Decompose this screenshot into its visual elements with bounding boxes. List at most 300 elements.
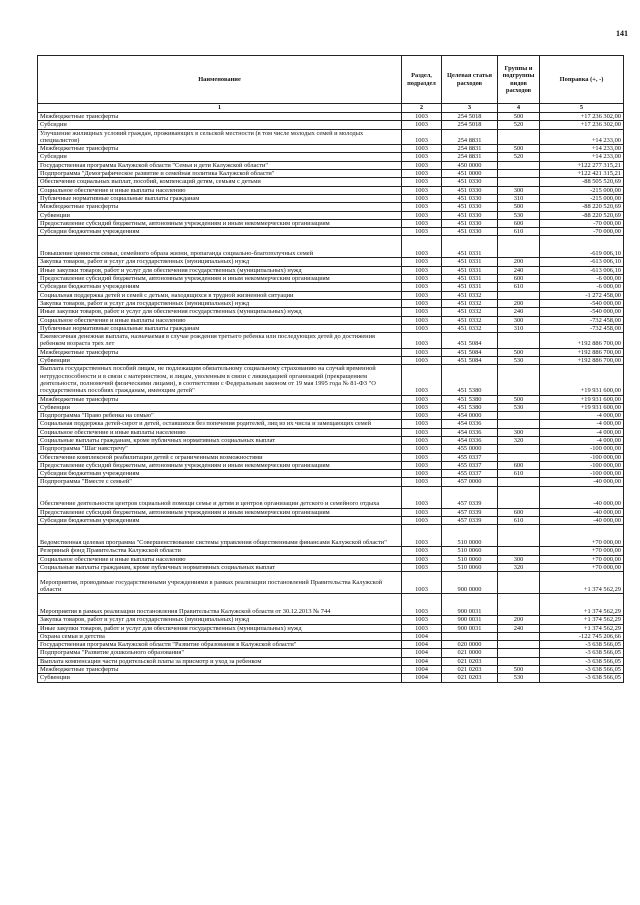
row-article: 451 0330	[442, 186, 498, 194]
row-amount: -70 000,00	[540, 219, 624, 227]
row-name: Закупка товаров, работ и услуг для государственных (муниципальных) нужд	[38, 258, 402, 266]
row-article: 020 0000	[442, 641, 498, 649]
row-amount: -122 745 206,66	[540, 632, 624, 640]
row-amount: -3 638 566,05	[540, 649, 624, 657]
row-name: Межбюджетные трансферты	[38, 666, 402, 674]
row-name: Социальные выплаты гражданам, кроме публичных нормативных социальных выплат	[38, 563, 402, 571]
row-amount: +192 886 700,00	[540, 348, 624, 356]
table-row	[38, 333, 624, 349]
row-article: 451 0332	[442, 299, 498, 307]
row-name: Социальное обеспечение и иные выплаты населению	[38, 316, 402, 324]
row-section: 1004	[402, 666, 442, 674]
row-article: 021 0203	[442, 657, 498, 665]
row-section: 1004	[402, 649, 442, 657]
row-amount: -4 000,00	[540, 436, 624, 444]
row-name: Резервный фонд Правительства Калужской области	[38, 547, 402, 555]
row-name: Государственная программа Калужской области "Развитие образования в Калужской области"	[38, 641, 402, 649]
row-amount: -100 000,00	[540, 470, 624, 478]
row-name: Обеспечение комплексной реабилитации детей с ограниченными возможностями	[38, 453, 402, 461]
row-amount: -100 000,00	[540, 445, 624, 453]
row-article: 454 0000	[442, 412, 498, 420]
row-group: 520	[498, 153, 540, 161]
row-name: Субсидии бюджетным учреждениям	[38, 517, 402, 525]
row-amount: -88 505 520,69	[540, 178, 624, 186]
row-name: Иные закупки товаров, работ и услуг для обеспечения государственных (муниципальных) нужд	[38, 624, 402, 632]
row-group	[498, 161, 540, 169]
row-section: 1003	[402, 420, 442, 428]
row-section: 1003	[402, 113, 442, 121]
header-name: Наименование	[38, 56, 402, 104]
row-section: 1003	[402, 228, 442, 236]
row-article	[442, 632, 498, 640]
row-section: 1003	[402, 348, 442, 356]
row-article: 451 0330	[442, 203, 498, 211]
row-section: 1003	[402, 194, 442, 202]
header-article: Целевая статья расходов	[442, 56, 498, 104]
row-group: 600	[498, 508, 540, 516]
table-row	[38, 357, 624, 365]
row-amount: -732 458,00	[540, 324, 624, 332]
row-group	[498, 649, 540, 657]
row-amount: +1 374 562,29	[540, 624, 624, 632]
row-article: 254 5018	[442, 113, 498, 121]
row-amount: -6 000,00	[540, 283, 624, 291]
row-article: 457 0339	[442, 508, 498, 516]
table-row	[38, 453, 624, 461]
row-group: 610	[498, 517, 540, 525]
row-section: 1003	[402, 428, 442, 436]
row-section: 1003	[402, 316, 442, 324]
budget-table	[37, 55, 624, 683]
row-section: 1003	[402, 478, 442, 486]
table-row	[38, 153, 624, 161]
table-row	[38, 178, 624, 186]
row-name: Предоставление субсидий бюджетным, автономным учреждениям и иным некоммерческим организациям	[38, 508, 402, 516]
row-article: 451 0332	[442, 291, 498, 299]
row-name: Подпрограмма "Вместе с семьей"	[38, 478, 402, 486]
row-group	[498, 170, 540, 178]
row-group	[498, 657, 540, 665]
row-article: 900 0031	[442, 594, 498, 616]
table-row	[38, 308, 624, 316]
row-group: 200	[498, 258, 540, 266]
row-group	[498, 236, 540, 258]
row-name: Межбюджетные трансферты	[38, 203, 402, 211]
row-section: 1003	[402, 525, 442, 547]
row-name: Улучшение жилищных условий граждан, проживающих в сельской местности (в том числе молодых семей и молодых специалистов)	[38, 129, 402, 145]
table-row	[38, 428, 624, 436]
row-amount: -40 000,00	[540, 517, 624, 525]
table-row	[38, 641, 624, 649]
row-section: 1004	[402, 641, 442, 649]
row-article: 021 0000	[442, 649, 498, 657]
row-name: Охрана семьи и детства	[38, 632, 402, 640]
row-group: 610	[498, 470, 540, 478]
row-article: 451 0331	[442, 258, 498, 266]
row-section: 1004	[402, 657, 442, 665]
row-amount: +19 931 600,00	[540, 403, 624, 411]
row-group: 310	[498, 324, 540, 332]
row-article: 451 5084	[442, 333, 498, 349]
table-row	[38, 236, 624, 258]
row-amount: -4 000,00	[540, 420, 624, 428]
row-section: 1003	[402, 470, 442, 478]
row-amount: -3 638 566,05	[540, 666, 624, 674]
row-article: 454 0336	[442, 428, 498, 436]
row-amount: -88 220 520,69	[540, 211, 624, 219]
row-section: 1004	[402, 632, 442, 640]
table-row	[38, 121, 624, 129]
row-group: 300	[498, 428, 540, 436]
row-section: 1003	[402, 266, 442, 274]
row-name: Субсидии	[38, 121, 402, 129]
table-row	[38, 161, 624, 169]
header-index: 2	[402, 104, 442, 113]
row-group: 610	[498, 283, 540, 291]
row-section: 1003	[402, 357, 442, 365]
table-row	[38, 461, 624, 469]
header-section: Раздел, подраздел	[402, 56, 442, 104]
row-section: 1003	[402, 517, 442, 525]
row-group: 530	[498, 357, 540, 365]
row-name: Субвенции	[38, 357, 402, 365]
row-group	[498, 365, 540, 395]
row-amount: -3 638 566,05	[540, 657, 624, 665]
row-name: Подпрограмма "Шаг навстречу"	[38, 445, 402, 453]
row-amount: -4 000,00	[540, 428, 624, 436]
row-name: Мероприятия в рамках реализации постановления Правительства Калужской области от 30.12.2013 № 744	[38, 594, 402, 616]
row-amount: -100 000,00	[540, 453, 624, 461]
row-group: 600	[498, 461, 540, 469]
table-row	[38, 395, 624, 403]
table-row	[38, 129, 624, 145]
row-article: 455 0000	[442, 445, 498, 453]
row-article: 451 0330	[442, 219, 498, 227]
table-row	[38, 555, 624, 563]
row-section: 1003	[402, 594, 442, 616]
row-article: 451 5084	[442, 348, 498, 356]
header-index: 4	[498, 104, 540, 113]
row-group: 300	[498, 186, 540, 194]
row-article: 451 5084	[442, 357, 498, 365]
row-name: Ведомственная целевая программа "Совершенствование системы управления общественными финансами Калужской области"	[38, 525, 402, 547]
header-index: 5	[540, 104, 624, 113]
table-row	[38, 563, 624, 571]
row-name: Межбюджетные трансферты	[38, 145, 402, 153]
row-amount: +14 233,00	[540, 145, 624, 153]
row-name: Предоставление субсидий бюджетным, автономным учреждениям и иным некоммерческим организациям	[38, 275, 402, 283]
row-amount: +192 886 700,00	[540, 333, 624, 349]
row-name: Субсидии	[38, 153, 402, 161]
table-row	[38, 632, 624, 640]
row-group: 500	[498, 145, 540, 153]
row-name: Выплата государственных пособий лицам, не подлежащим обязательному социальному страхованию на случай временной нетрудоспособности и в связи с материнством, и лицам, уволенным в связи с ликвидацией организаций (прекращением деятельности, полномочий физическими лицами), в соответствии с Федеральным законом от 19 мая 1995 года № 81-ФЗ "О государственных пособиях гражданам, имеющим детей"	[38, 365, 402, 395]
header-index: 1	[38, 104, 402, 113]
table-body	[38, 113, 624, 683]
row-name: Субвенции	[38, 674, 402, 682]
row-section: 1003	[402, 275, 442, 283]
table-row	[38, 170, 624, 178]
row-group: 240	[498, 624, 540, 632]
table-row	[38, 594, 624, 616]
row-amount: +17 236 302,00	[540, 121, 624, 129]
row-name: Социальное обеспечение и иные выплаты населению	[38, 428, 402, 436]
row-amount: -88 220 520,69	[540, 203, 624, 211]
table-row	[38, 547, 624, 555]
row-section: 1003	[402, 145, 442, 153]
row-amount: -540 000,00	[540, 299, 624, 307]
header-row	[38, 56, 624, 104]
row-group: 600	[498, 275, 540, 283]
row-article: 451 0332	[442, 308, 498, 316]
row-section: 1003	[402, 486, 442, 508]
row-article: 451 0332	[442, 324, 498, 332]
row-amount: -6 000,00	[540, 275, 624, 283]
row-section: 1003	[402, 258, 442, 266]
row-section: 1003	[402, 153, 442, 161]
row-section: 1003	[402, 436, 442, 444]
row-name: Межбюджетные трансферты	[38, 395, 402, 403]
header-index: 3	[442, 104, 498, 113]
row-amount: -100 000,00	[540, 461, 624, 469]
row-article: 451 0332	[442, 316, 498, 324]
row-article: 451 5380	[442, 403, 498, 411]
row-amount: +192 886 700,00	[540, 357, 624, 365]
row-group	[498, 478, 540, 486]
row-section: 1004	[402, 674, 442, 682]
row-section: 1003	[402, 161, 442, 169]
row-group	[498, 412, 540, 420]
row-article: 451 0331	[442, 283, 498, 291]
row-name: Субсидии бюджетным учреждениям	[38, 470, 402, 478]
row-section: 1003	[402, 395, 442, 403]
row-article: 254 8831	[442, 145, 498, 153]
row-name: Социальная поддержка детей и семей с детьми, находящихся в трудной жизненной ситуации	[38, 291, 402, 299]
table-row	[38, 324, 624, 332]
row-amount: +122 421 315,21	[540, 170, 624, 178]
row-article: 457 0000	[442, 478, 498, 486]
row-article: 510 0000	[442, 525, 498, 547]
row-amount: -70 000,00	[540, 228, 624, 236]
row-group	[498, 453, 540, 461]
row-amount: +19 931 600,00	[540, 395, 624, 403]
row-name: Закупка товаров, работ и услуг для государственных (муниципальных) нужд	[38, 616, 402, 624]
row-name: Мероприятия, проводимые государственными учреждениями в рамках реализации постановлений Правительства Калужской области	[38, 572, 402, 594]
row-amount: +17 236 302,00	[540, 113, 624, 121]
table-row	[38, 203, 624, 211]
row-group	[498, 291, 540, 299]
row-article: 451 0330	[442, 228, 498, 236]
row-amount: -215 000,00	[540, 194, 624, 202]
row-group	[498, 594, 540, 616]
row-article: 254 8831	[442, 153, 498, 161]
row-amount: +1 374 562,29	[540, 572, 624, 594]
table-row	[38, 478, 624, 486]
row-name: Закупка товаров, работ и услуг для государственных (муниципальных) нужд	[38, 299, 402, 307]
row-section: 1003	[402, 178, 442, 186]
row-section: 1003	[402, 555, 442, 563]
row-name: Подпрограмма "Демографическое развитие и семейная политика Калужской области"	[38, 170, 402, 178]
table-row	[38, 436, 624, 444]
table-row	[38, 525, 624, 547]
row-name: Повышение ценности семьи, семейного образа жизни, пропаганда социально-благополучных семей	[38, 236, 402, 258]
row-section: 1003	[402, 219, 442, 227]
row-section: 1003	[402, 616, 442, 624]
row-group	[498, 129, 540, 145]
row-name: Обеспечение социальных выплат, пособий, компенсаций детям, семьям с детьми	[38, 178, 402, 186]
row-article: 455 0337	[442, 461, 498, 469]
row-amount: -613 006,10	[540, 266, 624, 274]
row-section: 1003	[402, 365, 442, 395]
row-section: 1003	[402, 453, 442, 461]
row-name: Подпрограмма "Право ребенка на семью"	[38, 412, 402, 420]
row-group: 240	[498, 308, 540, 316]
row-name: Субсидии бюджетным учреждениям	[38, 283, 402, 291]
row-amount: +122 277 315,21	[540, 161, 624, 169]
row-group	[498, 445, 540, 453]
row-amount: +70 000,00	[540, 555, 624, 563]
row-name: Обеспечение деятельности центров социальной помощи семье и детям и центров организации детского и семейного отдыха	[38, 486, 402, 508]
row-group: 600	[498, 219, 540, 227]
table-row	[38, 486, 624, 508]
row-group: 500	[498, 666, 540, 674]
table-row	[38, 508, 624, 516]
row-amount: +1 374 562,29	[540, 594, 624, 616]
row-article: 900 0031	[442, 616, 498, 624]
row-section: 1003	[402, 236, 442, 258]
row-amount: -540 000,00	[540, 308, 624, 316]
row-section: 1003	[402, 308, 442, 316]
row-name: Выплата компенсации части родительской платы за присмотр и уход за ребенком	[38, 657, 402, 665]
row-amount: -1 272 458,00	[540, 291, 624, 299]
row-amount: -613 006,10	[540, 258, 624, 266]
row-group: 500	[498, 395, 540, 403]
table-row	[38, 266, 624, 274]
table-row	[38, 572, 624, 594]
row-name: Социальное обеспечение и иные выплаты населению	[38, 555, 402, 563]
row-amount: +19 931 600,00	[540, 365, 624, 395]
table-row	[38, 258, 624, 266]
row-section: 1003	[402, 299, 442, 307]
row-group: 500	[498, 203, 540, 211]
row-name: Иные закупки товаров, работ и услуг для обеспечения государственных (муниципальных) нужд	[38, 266, 402, 274]
row-name: Субвенции	[38, 403, 402, 411]
table-row	[38, 403, 624, 411]
row-section: 1003	[402, 547, 442, 555]
row-group	[498, 572, 540, 594]
header-groups: Группы и подгруппы видов расходов	[498, 56, 540, 104]
row-group: 200	[498, 616, 540, 624]
table-row	[38, 275, 624, 283]
row-amount: +14 233,00	[540, 153, 624, 161]
table-row	[38, 283, 624, 291]
row-name: Ежемесячная денежная выплата, назначаемая в случае рождения третьего ребенка или последующих детей до достижения ребенком возраста трех лет	[38, 333, 402, 349]
table-row	[38, 291, 624, 299]
row-group	[498, 547, 540, 555]
row-article: 900 0031	[442, 624, 498, 632]
row-article: 451 0000	[442, 170, 498, 178]
row-amount: -40 000,00	[540, 508, 624, 516]
row-group	[498, 632, 540, 640]
row-group: 520	[498, 121, 540, 129]
row-article: 454 0336	[442, 436, 498, 444]
row-article: 451 0331	[442, 275, 498, 283]
row-article: 451 0331	[442, 266, 498, 274]
page-number: 141	[616, 29, 628, 38]
row-name: Межбюджетные трансферты	[38, 113, 402, 121]
row-section: 1003	[402, 624, 442, 632]
row-name: Межбюджетные трансферты	[38, 348, 402, 356]
table-row	[38, 412, 624, 420]
row-section: 1003	[402, 211, 442, 219]
row-amount: -40 000,00	[540, 478, 624, 486]
table-row	[38, 211, 624, 219]
row-name: Подпрограмма "Развитие дошкольного образования"	[38, 649, 402, 657]
row-section: 1003	[402, 461, 442, 469]
row-section: 1003	[402, 563, 442, 571]
row-name: Субсидии бюджетным учреждениям	[38, 228, 402, 236]
row-amount: +70 000,00	[540, 563, 624, 571]
table-row	[38, 657, 624, 665]
row-group	[498, 333, 540, 349]
table-row	[38, 316, 624, 324]
row-name: Государственная программа Калужской области "Семья и дети Калужской области"	[38, 161, 402, 169]
row-amount: +1 374 562,29	[540, 616, 624, 624]
row-name: Иные закупки товаров, работ и услуг для обеспечения государственных (муниципальных) нужд	[38, 308, 402, 316]
row-amount: +14 233,00	[540, 129, 624, 145]
row-name: Социальное обеспечение и иные выплаты населению	[38, 186, 402, 194]
row-section: 1003	[402, 283, 442, 291]
row-article: 254 8831	[442, 129, 498, 145]
row-article: 457 0339	[442, 486, 498, 508]
row-article: 451 5380	[442, 365, 498, 395]
table-row	[38, 470, 624, 478]
row-amount: +70 000,00	[540, 525, 624, 547]
row-section: 1003	[402, 129, 442, 145]
row-name: Публичные нормативные социальные выплаты гражданам	[38, 324, 402, 332]
row-article: 510 0060	[442, 555, 498, 563]
table-row	[38, 348, 624, 356]
row-article: 900 0000	[442, 572, 498, 594]
row-article: 451 0330	[442, 211, 498, 219]
table-row	[38, 219, 624, 227]
row-group: 240	[498, 266, 540, 274]
table-row	[38, 420, 624, 428]
table-row	[38, 194, 624, 202]
row-article: 510 0060	[442, 547, 498, 555]
row-group: 200	[498, 299, 540, 307]
header-index-row	[38, 104, 624, 113]
row-group	[498, 525, 540, 547]
row-group	[498, 178, 540, 186]
row-name: Публичные нормативные социальные выплаты гражданам	[38, 194, 402, 202]
row-group	[498, 641, 540, 649]
table-row	[38, 299, 624, 307]
table-row	[38, 228, 624, 236]
row-article: 454 0336	[442, 420, 498, 428]
row-group: 530	[498, 674, 540, 682]
row-name: Социальные выплаты гражданам, кроме публичных нормативных социальных выплат	[38, 436, 402, 444]
row-section: 1003	[402, 121, 442, 129]
row-group: 500	[498, 113, 540, 121]
table-row	[38, 649, 624, 657]
table-row	[38, 674, 624, 682]
row-section: 1003	[402, 324, 442, 332]
row-section: 1003	[402, 508, 442, 516]
row-article: 021 0203	[442, 666, 498, 674]
row-group: 300	[498, 555, 540, 563]
row-article: 451 0330	[442, 194, 498, 202]
